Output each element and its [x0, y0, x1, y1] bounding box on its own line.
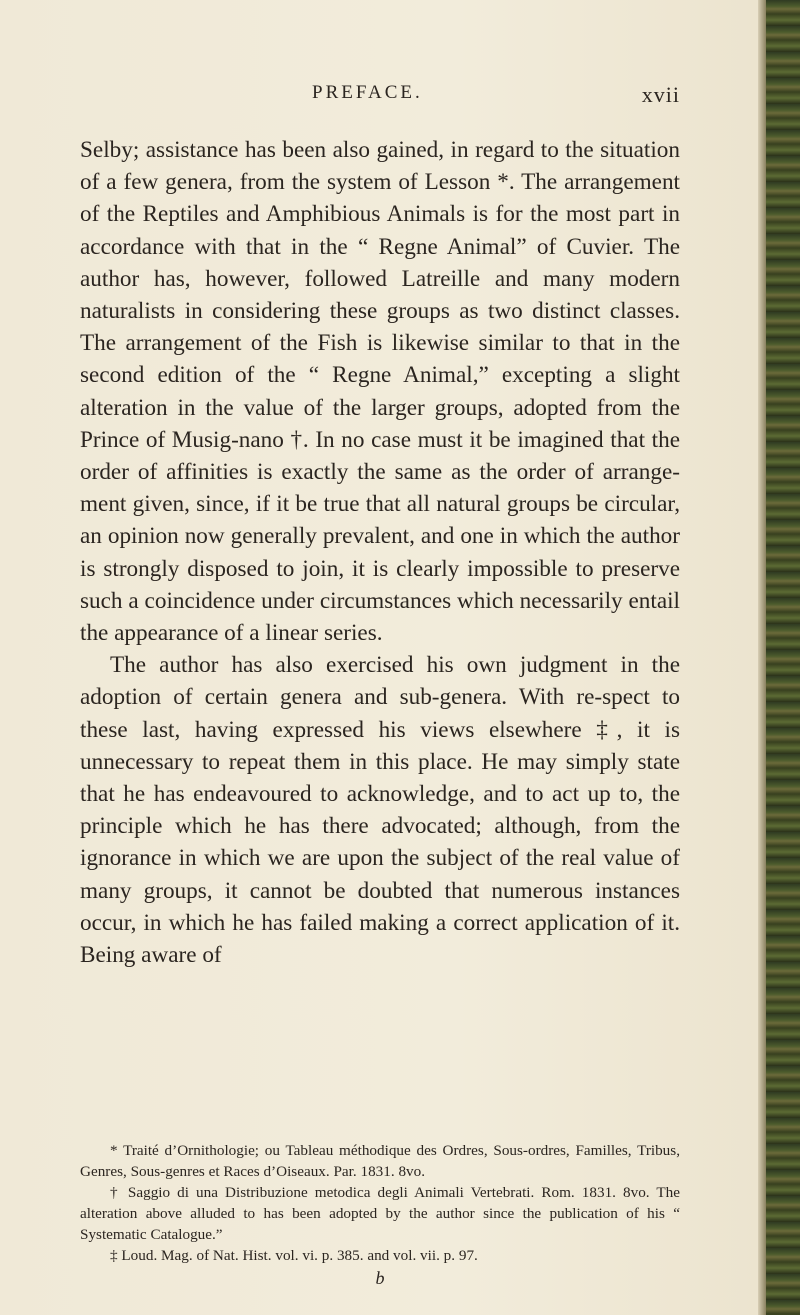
book-binding-edge — [758, 0, 800, 1315]
body-text — [80, 134, 680, 971]
signature-mark: b — [375, 1268, 385, 1288]
running-head — [80, 82, 680, 112]
footnotes — [80, 1140, 680, 1266]
paragraph-2: The author has also exercised his own judgment in the adoption of certain genera and sub-genera. With re-spect to these last, having expressed his views elsewhere ‡, it is unnecessary to repeat them in this place. He may simply state that he has endeavoured to acknowledge, and to act up to, the principle which he has there advocated; although, from the ignorance in which we are upon the subject of the real value of many groups, it cannot be doubted that numerous instances occur, in which he has failed making a correct application of it. Being aware of — [80, 652, 680, 969]
paragraph-1: Selby; assistance has been also gained, in regard to the situation of a few genera, from the system of Lesson *. The arrangement of the Reptiles and Amphibious Animals is for the most part in accordance with that in the “ Regne Animal” of Cuvier. The author has, however, followed Latreille and many modern naturalists in considering these groups as two distinct classes. The arrangement of the Fish is likewise similar to that in the second edition of the “ Regne Animal,” excepting a slight alteration in the value of the larger groups, adopted from the Prince of Musig-nano †. In no case must it be imagined that the order of affinities is exactly the same as the order of arrange-ment given, since, if it be true that all natural groups be circular, an opinion now generally prevalent, and one in which the author is strongly disposed to join, it is clearly impossible to preserve such a coincidence under circumstances which necessarily entail the appearance of a linear series. — [80, 137, 680, 647]
footnote-1: * Traité d’Ornithologie; ou Tableau méthodique des Ordres, Sous-ordres, Familles, Tribus, Genres, Sous-genres et Races d’Oiseaux. Par. 1831. 8vo. — [80, 1142, 680, 1180]
footnote-3: ‡ Loud. Mag. of Nat. Hist. vol. vi. p. 385. and vol. vii. p. 97. — [110, 1247, 478, 1264]
footnote-2: † Saggio di una Distribuzione metodica degli Animali Vertebrati. Rom. 1831. 8vo. The alteration above alluded to has been adopted by the author since the publication of his “ Systematic Catalogue.” — [80, 1184, 680, 1243]
running-head-title: PREFACE. — [312, 82, 423, 103]
page-number: xvii — [641, 82, 680, 107]
